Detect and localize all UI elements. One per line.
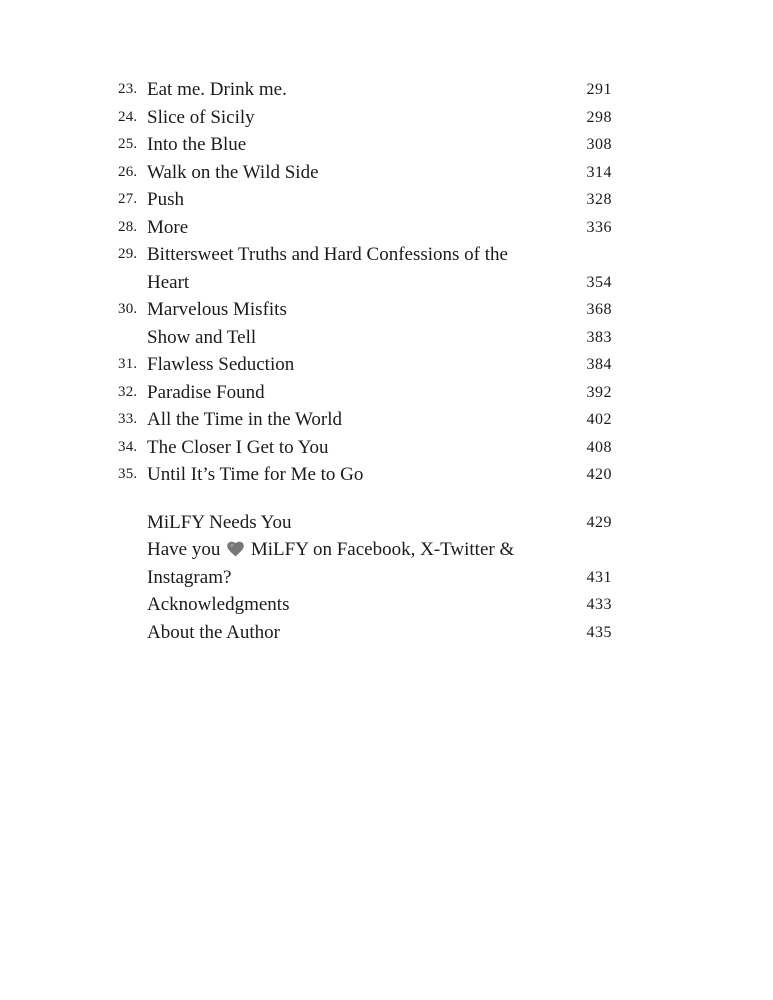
page-number: 291: [586, 81, 612, 98]
back-matter-title: MiLFY Needs You: [147, 511, 292, 533]
chapter-title: Eat me. Drink me.: [147, 79, 287, 100]
toc-entry[interactable]: [118, 241, 612, 296]
chapter-title: Into the Blue: [147, 134, 247, 155]
page-number: 433: [586, 596, 612, 613]
chapter-number: 34.: [118, 438, 138, 455]
toc-entry[interactable]: [118, 159, 612, 187]
chapter-number: 35.: [118, 466, 138, 482]
chapter-number: 32.: [118, 383, 138, 400]
chapter-number: 23.: [118, 81, 138, 97]
chapter-number: 27.: [118, 191, 138, 207]
toc-entry-back-matter[interactable]: [118, 536, 612, 591]
chapter-title: Walk on the Wild Side: [147, 161, 319, 183]
toc-entry[interactable]: [118, 434, 612, 462]
page-number: 298: [586, 108, 612, 126]
chapter-number: 24.: [118, 108, 138, 125]
page-number: 354: [586, 273, 612, 291]
toc-entry[interactable]: [118, 76, 612, 104]
toc-entry-back-matter[interactable]: [118, 509, 612, 537]
chapter-number: 33.: [118, 411, 138, 427]
title-after-icon: MiLFY on Facebook, X-Twitter & Instagram?: [147, 539, 515, 588]
heart-icon: [227, 538, 244, 554]
page-number: 420: [586, 466, 612, 483]
page-number: 429: [586, 513, 612, 531]
toc-entry[interactable]: [118, 406, 612, 434]
page-number: 392: [586, 383, 612, 401]
toc-entry[interactable]: [118, 104, 612, 132]
page-number: 383: [586, 328, 612, 346]
chapter-number: 28.: [118, 218, 138, 235]
chapter-number: 31.: [118, 356, 138, 372]
page-number: 308: [586, 136, 612, 153]
toc-entry-back-matter[interactable]: [118, 619, 612, 647]
chapter-title: Marvelous Misfits: [147, 299, 287, 320]
chapter-title: Flawless Seduction: [147, 354, 295, 375]
chapter-title: All the Time in the World: [147, 409, 342, 430]
page-number: 431: [586, 568, 612, 586]
toc-entry-back-matter[interactable]: [118, 591, 612, 619]
toc-entry[interactable]: [118, 351, 612, 379]
chapter-title: Slice of Sicily: [147, 106, 255, 128]
table-of-contents: [118, 76, 612, 646]
chapter-title: Paradise Found: [147, 381, 265, 403]
chapter-title: Show and Tell: [147, 326, 257, 348]
chapter-title: More: [147, 216, 189, 238]
chapter-number: 26.: [118, 163, 138, 180]
page-number: 328: [586, 191, 612, 208]
chapter-number: 25.: [118, 136, 138, 152]
chapter-title: Bittersweet Truths and Hard Confessions of the Heart: [147, 244, 508, 293]
title-before-icon: Have you: [147, 539, 221, 560]
page-number: 384: [586, 356, 612, 373]
toc-entry[interactable]: [118, 131, 612, 159]
page-number: 402: [586, 411, 612, 428]
page-number: 336: [586, 218, 612, 236]
toc-entry[interactable]: [118, 379, 612, 407]
chapter-number: 30.: [118, 301, 138, 317]
page-number: 435: [586, 623, 612, 641]
back-matter-title: Acknowledgments: [147, 594, 290, 615]
toc-entry[interactable]: [118, 324, 612, 352]
back-matter-title: [147, 536, 542, 591]
chapter-title: Until It’s Time for Me to Go: [147, 464, 364, 485]
page-number: 368: [586, 301, 612, 318]
toc-entry[interactable]: [118, 214, 612, 242]
chapter-number: 29.: [118, 246, 138, 262]
chapter-title: The Closer I Get to You: [147, 436, 329, 458]
page-number: 408: [586, 438, 612, 456]
chapter-title: Push: [147, 189, 184, 210]
toc-entry[interactable]: [118, 186, 612, 214]
page-number: 314: [586, 163, 612, 181]
back-matter-title: About the Author: [147, 621, 280, 643]
section-spacer: [118, 489, 612, 509]
toc-entry[interactable]: [118, 296, 612, 324]
toc-entry[interactable]: [118, 461, 612, 489]
